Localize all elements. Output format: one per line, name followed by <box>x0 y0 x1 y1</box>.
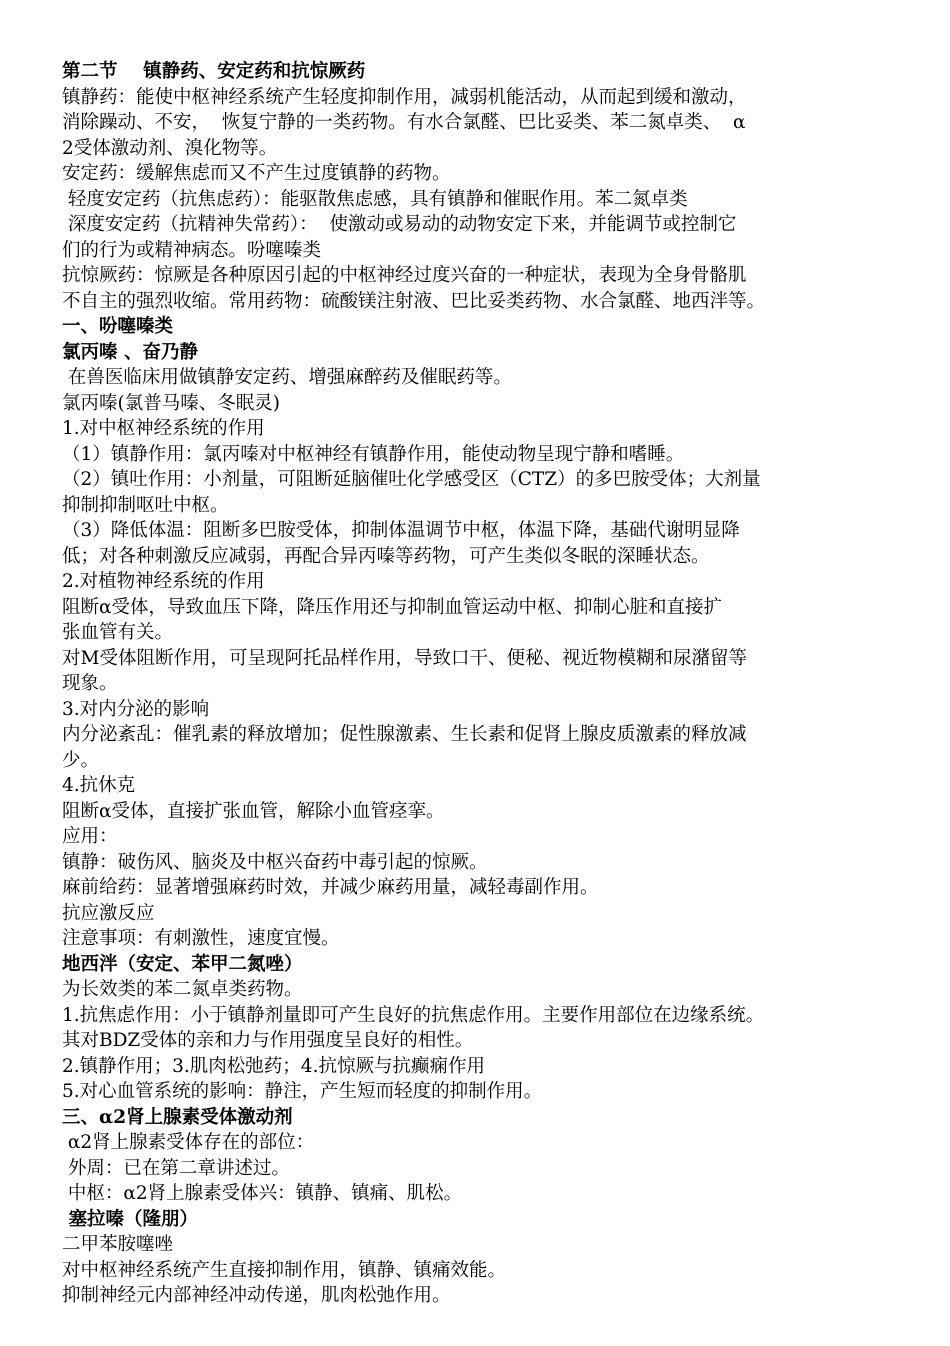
heading-line: 地西泮（安定、苯甲二氮唑） <box>62 953 303 975</box>
text-line: 镇静：破伤风、脑炎及中枢兴奋药中毒引起的惊厥。 <box>62 851 488 873</box>
text-line: 2.镇静作用；3.肌肉松弛药；4.抗惊厥与抗癫痫作用 <box>62 1055 485 1077</box>
text-line: 外周：已在第二章讲述过。 <box>62 1157 290 1179</box>
text-line: 张血管有关。 <box>62 622 174 643</box>
text-line: 2.对植物神经系统的作用 <box>62 571 265 592</box>
text-line: 对M受体阻断作用，可呈现阿托品样作用，导致口干、便秘、视近物模糊和尿潴留等 <box>62 647 747 669</box>
text-line: 注意事项：有刺激性，速度宜慢。 <box>62 928 340 949</box>
heading-line: 一、吩噻嗪类 <box>62 316 174 337</box>
text-line: 氯丙嗪(氯普马嗪、冬眠灵) <box>62 392 280 414</box>
text-line: 抑制神经元内部神经冲动传递，肌肉松弛作用。 <box>62 1285 451 1306</box>
text-line: 1.抗焦虑作用：小于镇静剂量即可产生良好的抗焦虑作用。主要作用部位在边缘系统。 <box>62 1004 765 1026</box>
text-line: 其对BDZ受体的亲和力与作用强度呈良好的相性。 <box>62 1030 474 1051</box>
text-line: 阻断α受体，直接扩张血管，解除小血管痉挛。 <box>62 800 445 822</box>
text-line: α2肾上腺素受体存在的部位： <box>62 1132 315 1153</box>
text-line: （3）降低体温：阻断多巴胺受体，抑制体温调节中枢，体温下降，基础代谢明显降 <box>62 520 740 541</box>
heading-line: 氯丙嗪 、奋乃静 <box>62 341 198 363</box>
text-line: 3.对内分泌的影响 <box>62 698 210 720</box>
text-line: 对中枢神经系统产生直接抑制作用，镇静、镇痛效能。 <box>62 1259 507 1281</box>
text-line: 内分泌紊乱：催乳素的释放增加；促性腺激素、生长素和促肾上腺皮质激素的释放减 <box>62 724 747 745</box>
text-line: 抗应激反应 <box>62 902 155 924</box>
text-line: 现象。 <box>62 673 118 694</box>
text-line: 们的行为或精神病态。吩噻嗪类 <box>62 239 322 261</box>
heading-line: 第二节 镇静药、安定药和抗惊厥药 <box>62 61 366 82</box>
text-line: 4.抗休克 <box>62 775 136 796</box>
text-line: 5.对心血管系统的影响：静注，产生短而轻度的抑制作用。 <box>62 1081 543 1102</box>
text-line: 二甲苯胺噻唑 <box>62 1234 174 1255</box>
text-line: 安定药：缓解焦虑而又不产生过度镇静的药物。 <box>62 163 451 184</box>
text-line: 深度安定药（抗精神失常药）： 使激动或易动的动物安定下来，并能调节或控制它 <box>62 214 737 235</box>
text-line: 抑制抑制呕吐中枢。 <box>62 494 229 516</box>
text-line: 消除躁动、不安， 恢复宁静的一类药物。有水合氯醛、巴比妥类、苯二氮卓类、 α <box>62 112 746 133</box>
text-line: 抗惊厥药：惊厥是各种原因引起的中枢神经过度兴奋的一种症状，表现为全身骨骼肌 <box>62 265 747 286</box>
text-line: 不自主的强烈收缩。常用药物：硫酸镁注射液、巴比妥类药物、水合氯醛、地西泮等。 <box>62 290 766 312</box>
text-line: 阻断α受体，导致血压下降，降压作用还与抑制血管运动中枢、抑制心脏和直接扩 <box>62 596 722 618</box>
text-line: （2）镇吐作用：小剂量，可阻断延脑催吐化学感受区（CTZ）的多巴胺受体；大剂量 <box>62 469 761 490</box>
heading-line: 三、α2肾上腺素受体激动剂 <box>62 1106 293 1128</box>
text-line: 在兽医临床用做镇静安定药、增强麻醉药及催眠药等。 <box>62 367 512 388</box>
text-line: 少。 <box>62 749 100 771</box>
text-line: 中枢：α2肾上腺素受体兴：镇静、镇痛、肌松。 <box>62 1183 463 1204</box>
text-line: 低；对各种刺激反应减弱，再配合异丙嗪等药物，可产生类似冬眠的深睡状态。 <box>62 545 710 567</box>
text-line: 2受体激动剂、溴化物等。 <box>62 137 278 159</box>
text-line: （1）镇静作用：氯丙嗪对中枢神经有镇静作用，能使动物呈现宁静和嗜睡。 <box>62 443 685 465</box>
text-line: 1.对中枢神经系统的作用 <box>62 418 265 439</box>
text-line: 麻前给药：显著增强麻药时效，并减少麻药用量，减轻毒副作用。 <box>62 877 599 898</box>
text-line: 应用： <box>62 826 118 847</box>
text-line: 为长效类的苯二氮卓类药物。 <box>62 979 303 1000</box>
text-line: 轻度安定药（抗焦虑药）：能驱散焦虑感，具有镇静和催眠作用。苯二氮卓类 <box>62 188 688 210</box>
heading-line: 塞拉嗪（隆朋） <box>62 1208 198 1230</box>
text-line: 镇静药：能使中枢神经系统产生轻度抑制作用，减弱机能活动，从而起到缓和激动， <box>62 86 747 108</box>
